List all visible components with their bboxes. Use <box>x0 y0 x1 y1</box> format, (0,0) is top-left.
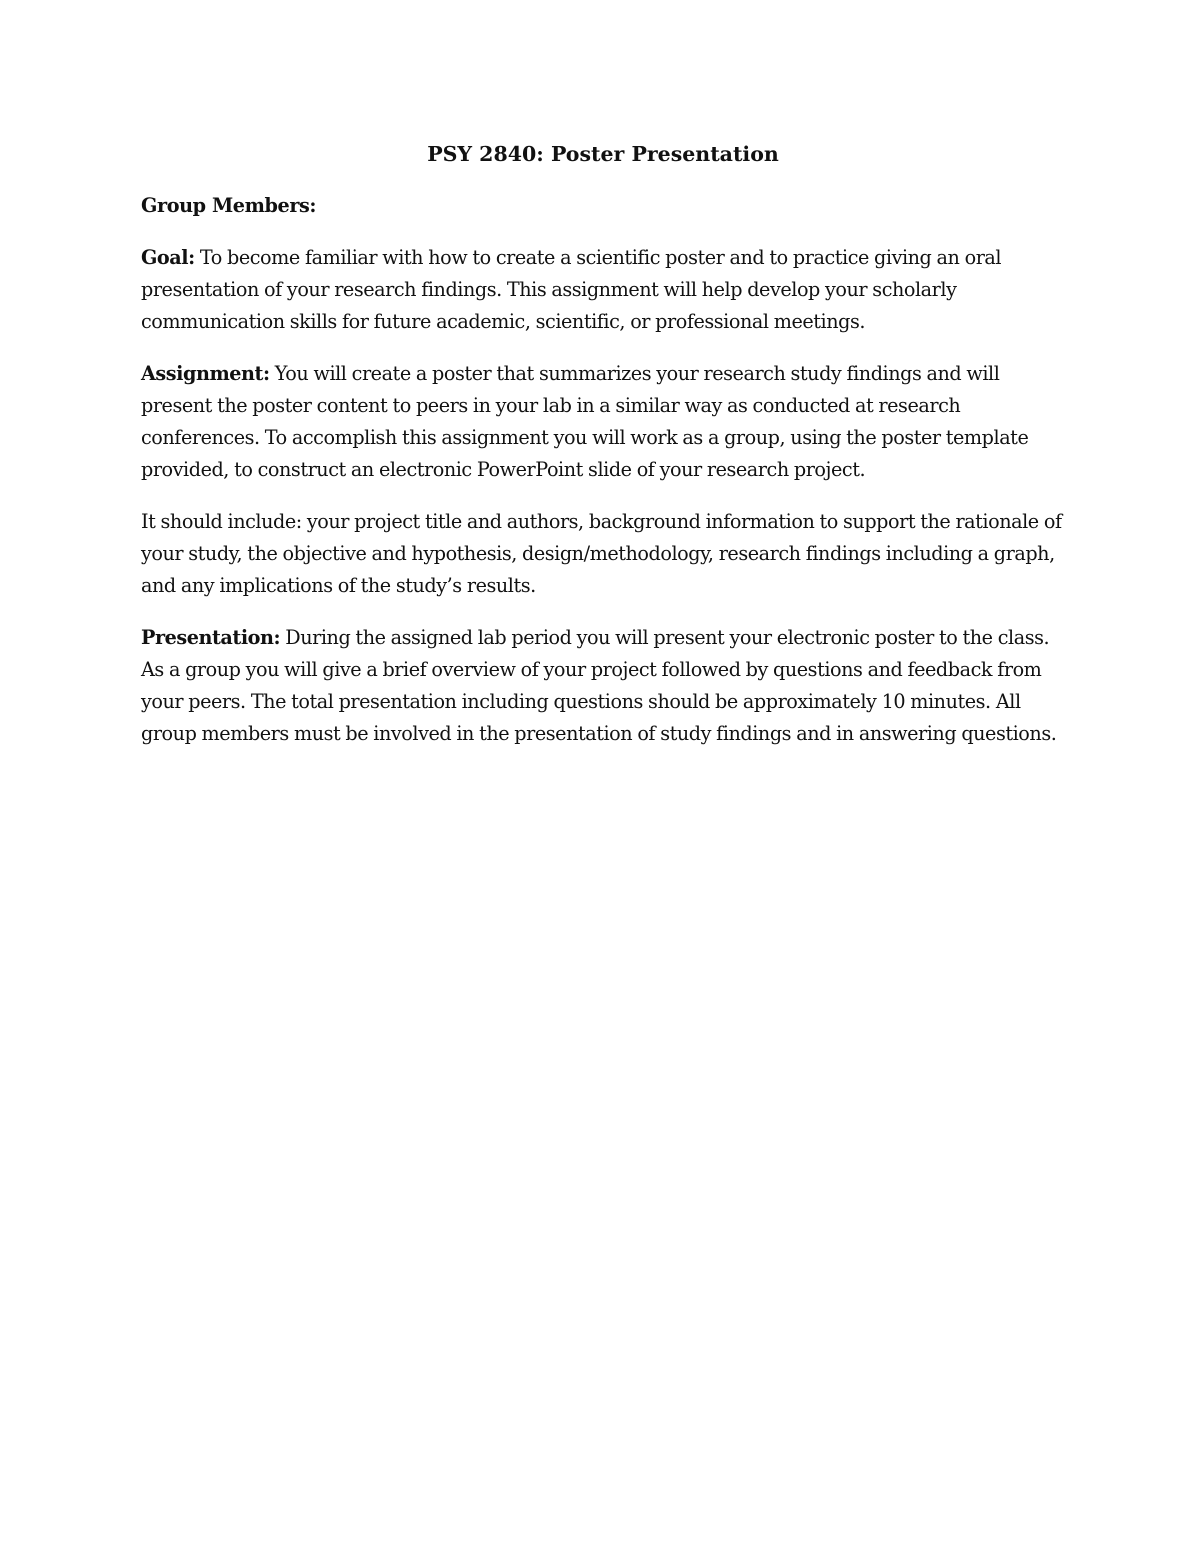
goal-paragraph <box>141 242 1065 338</box>
presentation-label: Presentation: <box>141 626 281 649</box>
document-title: PSY 2840: Poster Presentation <box>427 142 779 166</box>
presentation-text: During the assigned lab period you will present your electronic poster to the class. As a group you will give a brief overview of your project followed by questions and feedback from your peers. The total presentation including questions should be approximately 10 minutes. All group members must be involved in the presentation of study findings and in answering questions. <box>141 626 1057 745</box>
group-members-label: Group Members: <box>141 194 317 217</box>
goal-text: To become familiar with how to create a scientific poster and to practice giving an oral presentation of your research findings. This assignment will help develop your scholarly communication skills for future academic, scientific, or professional meetings. <box>141 246 1002 333</box>
presentation-paragraph <box>141 622 1065 750</box>
assignment-text: You will create a poster that summarizes your research study findings and will present the poster content to peers in your lab in a similar way as conducted at research conferences. To accomplish this assignment you will work as a group, using the poster template provided, to construct an electronic PowerPoint slide of your research project. <box>141 362 1029 481</box>
assignment-label: Assignment: <box>141 362 270 385</box>
goal-label: Goal: <box>141 246 195 269</box>
include-paragraph: It should include: your project title and authors, background information to support the rationale of your study, the objective and hypothesis, design/methodology, research findings including a graph, and any implications of the study’s results. <box>141 510 1062 597</box>
assignment-paragraph <box>141 358 1065 486</box>
document-page <box>141 138 1065 770</box>
